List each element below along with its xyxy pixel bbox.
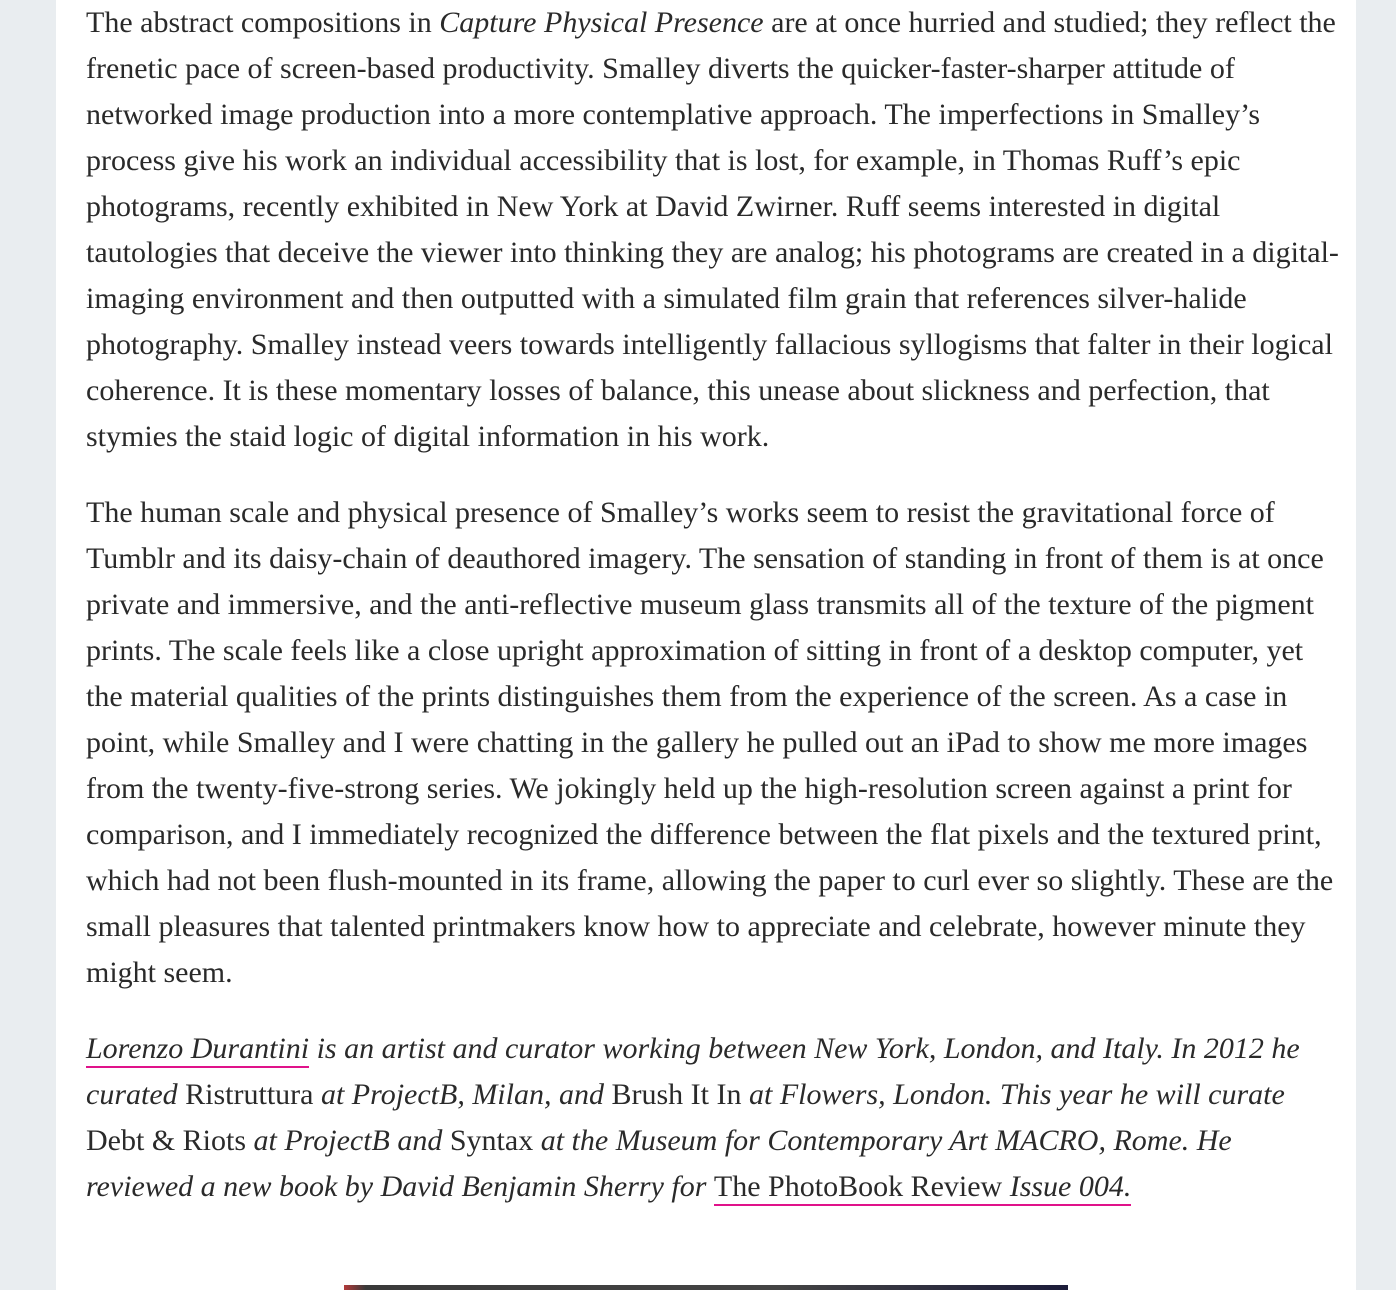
show-title: Ristruttura xyxy=(185,1078,314,1111)
bio-text: is an artist and curator working between New York, London, and Italy. In 2012 he curated xyxy=(86,1032,1300,1111)
exhibition-title: Capture Physical Presence xyxy=(439,6,764,39)
publication-issue: Issue 004. xyxy=(1002,1170,1132,1203)
show-title: Debt & Riots xyxy=(86,1124,247,1157)
article-body xyxy=(86,0,1346,1210)
paragraph xyxy=(86,0,1346,460)
bio-text: at the Museum for Contemporary Art MACRO, Rome. He reviewed a new book by David Benjamin Sherry for xyxy=(86,1124,1232,1203)
author-bio xyxy=(86,1026,1346,1210)
content-column xyxy=(56,0,1356,1290)
paragraph: The human scale and physical presence of Smalley’s works seem to resist the gravitational force of Tumblr and its daisy-chain of deauthored imagery. The sensation of standing in front of them is at once private and immersive, and the anti-reflective museum glass transmits all of the texture of the pigment prints. The scale feels like a close upright approximation of sitting in front of a desktop computer, yet the material qualities of the prints distinguishes them from the experience of the screen. As a case in point, while Smalley and I were chatting in the gallery he pulled out an iPad to show me more images from the twenty-five-strong series. We jokingly held up the high-resolution screen against a print for comparison, and I immediately recognized the difference between the flat pixels and the textured print, which had not been flush-mounted in its frame, allowing the paper to curl ever so slightly. These are the small pleasures that talented printmakers know how to appreciate and celebrate, however minute they might seem. xyxy=(86,496,1334,989)
show-title: Brush It In xyxy=(611,1078,742,1111)
publication-name: The PhotoBook Review xyxy=(713,1170,1003,1203)
paragraph-text: The abstract compositions in xyxy=(86,6,440,39)
next-image-top-edge xyxy=(344,1285,1068,1290)
author-link[interactable]: Lorenzo Durantini xyxy=(86,1032,309,1068)
paragraph-text: are at once hurried and studied; they reflect the frenetic pace of screen-based productivity. Smalley diverts the quicker-faster-sharper attitude of networked image production into a more contemplative approach. The imperfections in Smalley’s process give his work an individual accessibility that is lost, for example, in Thomas Ruff’s epic photograms, recently exhibited in New York at David Zwirner. Ruff seems interested in digital tautologies that deceive the viewer into thinking they are analog; his photograms are created in a digital-imaging environment and then outputted with a simulated film grain that references silver-halide photography. Smalley instead veers towards intelligently fallacious syllogisms that falter in their logical coherence. It is these momentary losses of balance, this unease about slickness and perfection, that stymies the staid logic of digital information in his work. xyxy=(86,6,1339,453)
bio-text: at ProjectB, Milan, and xyxy=(313,1078,612,1111)
show-title: Syntax xyxy=(449,1124,534,1157)
photobook-review-link[interactable] xyxy=(714,1170,1131,1206)
bio-text: at ProjectB and xyxy=(246,1124,450,1157)
bio-text: at Flowers, London. This year he will curate xyxy=(741,1078,1285,1111)
